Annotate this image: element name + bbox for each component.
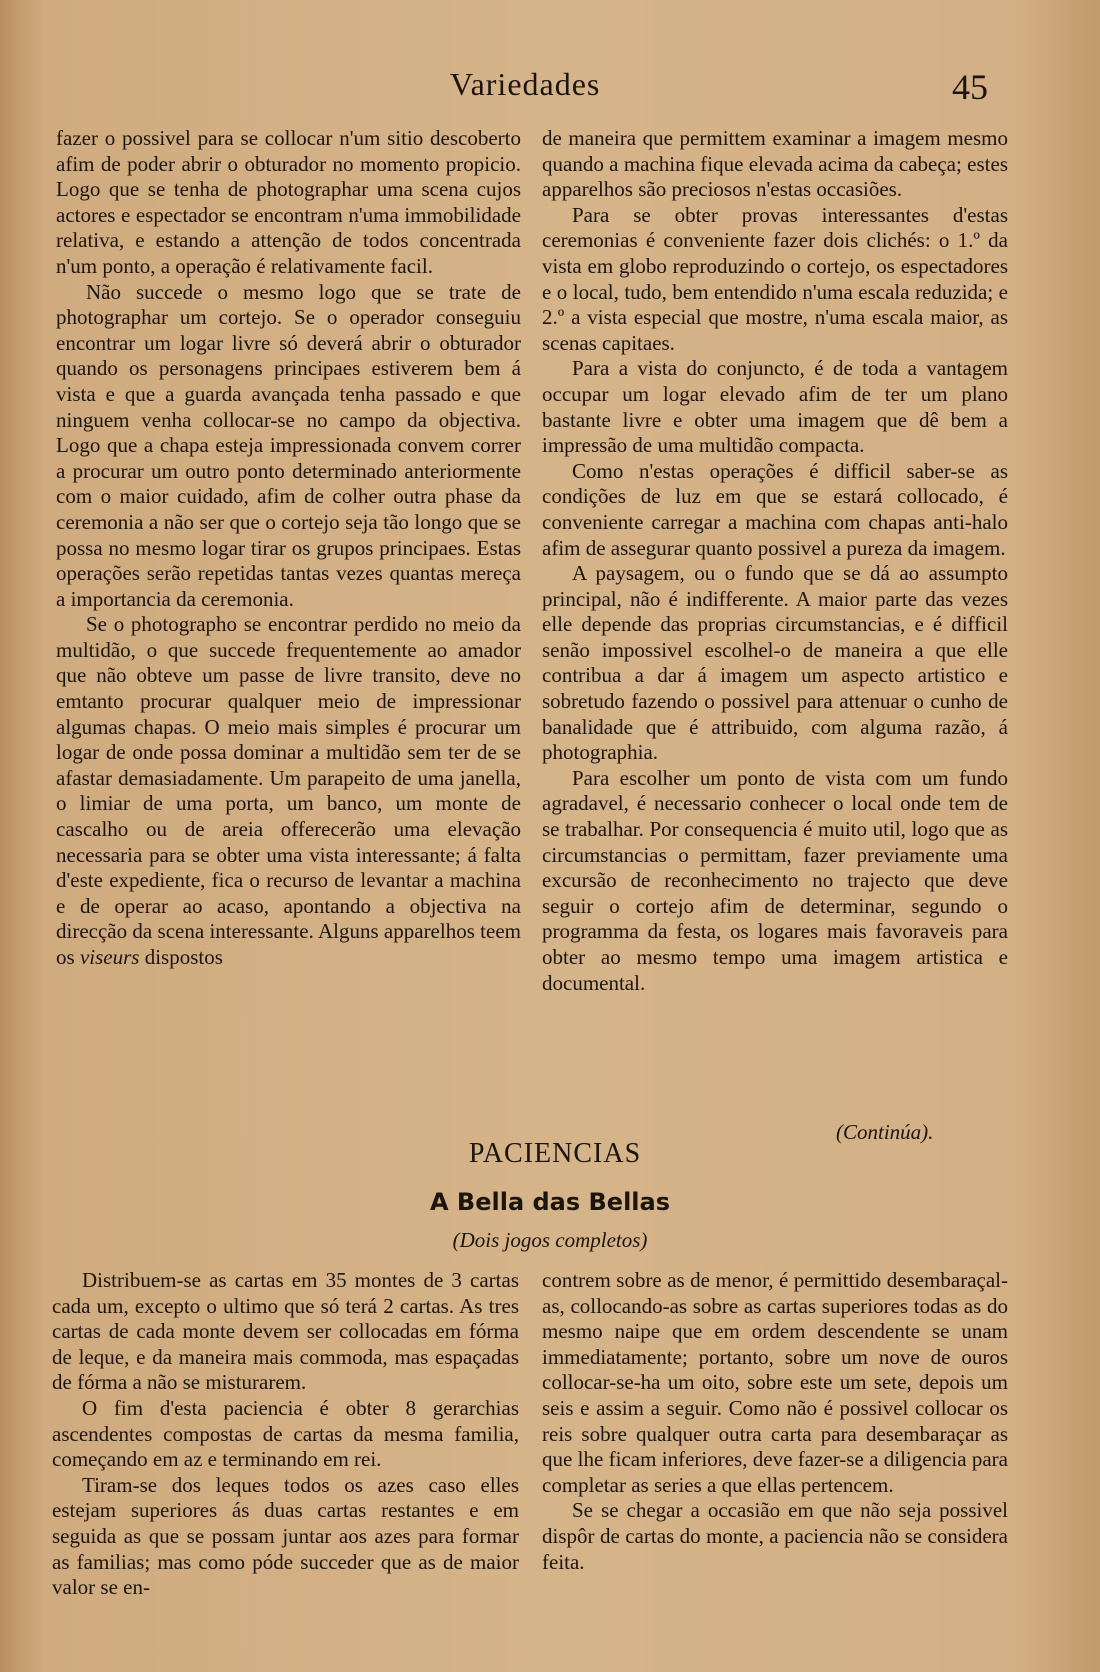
- italic-term: viseurs: [79, 945, 140, 969]
- page-header: [0, 66, 1100, 116]
- paragraph: Tiram-se dos leques todos os azes caso elles estejam superiores ás duas cartas restantes e em seguida as que se possam juntar aos azes para formar as familias; mas como póde succeder que as de maior valor se en-: [52, 1472, 519, 1600]
- paragraph: O fim d'esta paciencia é obter 8 gerarchias ascendentes compostas de cartas da mesma familia, começando em az e terminando em rei.: [52, 1395, 519, 1472]
- article1-left-column: [56, 126, 521, 971]
- article1-right-column: [542, 126, 1008, 996]
- paragraph: contrem sobre as de menor, é permittido desembaraçal-as, collocando-as sobre as cartas superiores todas as do mesmo naipe que em ordem descendente se unam immediatamente; portanto, sobre um nove de ouros collocar-se-ha um oito, sobre este um sete, depois um seis e assim a seguir. Como não é possivel collocar os reis sobre qualquer outra carta para desembaraçar as que lhe ficam inferiores, deve fazer-se a diligencia para completar as series a que ellas pertencem.: [542, 1268, 1008, 1497]
- paragraph: Para escolher um ponto de vista com um fundo agradavel, é necessario conhecer o local onde tem de se trabalhar. Por consequencia é muito util, logo que as circumstancias o permittam, fazer previamente uma excursão de reconhecimento no trajecto que deve seguir o cortejo afim de determinar, segundo o programma da festa, os logares mais favoraveis para obter ao mesmo tempo uma imagem artistica e documental.: [542, 765, 1008, 995]
- continued-note: (Continúa).: [836, 1120, 934, 1144]
- paragraph: Como n'estas operações é difficil saber-se as condições de luz em que se estará collocado, é conveniente carregar a machina com chapas anti-halo afim de assegurar quanto possivel a pureza da imagem.: [542, 458, 1008, 560]
- paragraph: [56, 612, 521, 970]
- paragraph: de maneira que permittem examinar a imagem mesmo quando a machina fique elevada acima da cabeça; estes apparelhos são preciosos n'estas occasiões.: [542, 126, 1008, 202]
- running-title: Variedades: [450, 66, 601, 102]
- paragraph: Se se chegar a occasião em que não seja possivel dispôr de cartas do monte, a paciencia não se considera feita.: [542, 1498, 1008, 1574]
- paragraph-text: Se o photographo se encontrar perdido no meio da multidão, o que succede frequentemente ao amador que não obteve um passe de livre transito, deve no emtanto procurar qualquer meio de impressionar algumas chapas. O meio mais simples é procurar um logar de onde possa dominar a multidão sem ter de se afastar demasiadamente. Um parapeito de uma janella, o limiar de uma porta, um banco, um monte de cascalho ou de areia offerecerão uma elevação necessaria para se obter uma vista interessante; á falta d'este expediente, fica o recurso de levantar a machina e de operar ao acaso, apontando a objectiva na direcção da scena interessante. Alguns apparelhos teem os: [56, 612, 521, 969]
- article2-left-column: [52, 1268, 519, 1601]
- paragraph-tail: dispostos: [139, 945, 223, 969]
- column-divider: [531, 1270, 532, 1600]
- article-title: A Bella das Bellas: [429, 1188, 671, 1216]
- article2-right-column: [542, 1268, 1008, 1575]
- paragraph: A paysagem, ou o fundo que se dá ao assumpto principal, não é indifferente. A maior parte das vezes elle depende das proprias circumstancias, e é difficil senão impossivel escolhel-o de maneira a que elle contribua a dar á imagem um aspecto artistico e sobretudo fazendo o possivel para attenuar o cunho de banalidade que é attribuido, com alguma razão, á photographia.: [542, 561, 1008, 765]
- paragraph: Para a vista do conjuncto, é de toda a vantagem occupar um logar elevado afim de ter um plano bastante livre e obter uma imagem que dê bem a impressão de uma multidão compacta.: [542, 356, 1008, 458]
- paragraph: Distribuem-se as cartas em 35 montes de 3 cartas cada um, excepto o ultimo que só terá 2 cartas. As tres cartas de cada monte devem ser collocadas em fórma de leque, e da maneira mais commoda, mas espaçadas de fórma a não se misturarem.: [52, 1268, 519, 1395]
- paragraph: Para se obter provas interessantes d'estas ceremonias é conveniente fazer dois clichés: o 1.º da vista em globo reproduzindo o cortejo, os espectadores e o local, tudo, bem entendido n'uma escala reduzida; e 2.º a vista especial que mostre, n'uma escala maior, as scenas capitaes.: [542, 202, 1008, 355]
- article-subtitle: (Dois jogos completos): [452, 1228, 648, 1252]
- section-title: PACIENCIAS: [468, 1138, 642, 1169]
- paragraph: Não succede o mesmo logo que se trate de photographar um cortejo. Se o operador conseguiu encontrar um logar livre só deverá abrir o obturador quando os personagens principaes estiverem bem á vista e que a guarda avançada tenha passado e que ninguem venha collocar-se no campo da objectiva. Logo que a chapa esteja impressionada convem correr a procurar um outro ponto determinado anteriormente com o maior cuidado, afim de colher outra phase da ceremonia a não ser que o cortejo seja tão longo que se possa no mesmo logar tirar os grupos principaes. Estas operações serão repetidas tantas vezes quantas mereça a importancia da ceremonia.: [56, 279, 521, 611]
- page-number: 45: [952, 67, 988, 107]
- paragraph: fazer o possivel para se collocar n'um sitio descoberto afim de poder abrir o obturador no momento propicio. Logo que se tenha de photographar uma scena cujos actores e espectador se encontram n'uma immobilidade relativa, e estando a attenção de todos concentrada n'um ponto, a operação é relativamente facil.: [56, 126, 521, 278]
